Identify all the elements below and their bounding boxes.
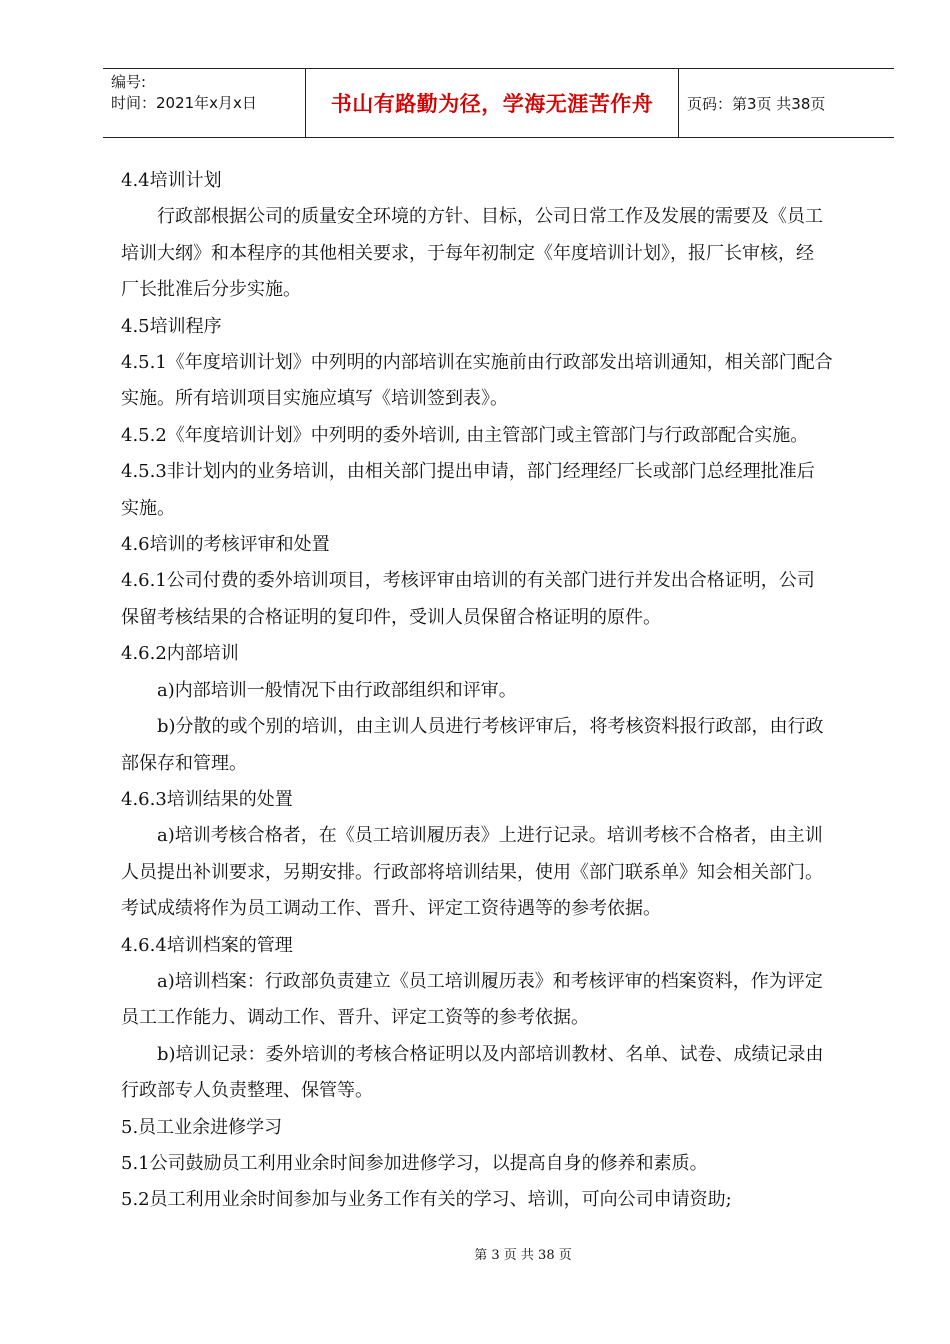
header-motto-cell: [305, 69, 679, 137]
paragraph-line: 实施。所有培训项目实施应填写《培训签到表》。: [121, 388, 508, 410]
motto-text: 书山有路勤为径，学海无涯苦作舟: [330, 92, 654, 116]
paragraph-line: a)培训考核合格者，在《员工培训履历表》上进行记录。培训考核不合格者，由主训: [157, 825, 823, 847]
paragraph-line: 考试成绩将作为员工调动工作、晋升、评定工资待遇等的参考依据。: [121, 898, 661, 920]
paragraph-line: a)内部培训一般情况下由行政部组织和评审。: [157, 679, 517, 701]
paragraph-line: 4.6.1公司付费的委外培训项目，考核评审由培训的有关部门进行并发出合格证明，公司: [121, 570, 815, 592]
page-header: [103, 68, 894, 138]
section-heading: 4.4培训计划: [121, 170, 222, 191]
time-label: 时间：2021年x月x日: [111, 94, 257, 112]
page-number-label: 页码：第3页 共38页: [687, 94, 826, 113]
section-heading: 4.5培训程序: [121, 315, 222, 337]
paragraph-line: b)分散的或个别的培训，由主训人员进行考核评审后，将考核资料报行政部，由行政: [157, 716, 824, 738]
document-body: [121, 163, 881, 1219]
footer-page-number: 第 3 页 共 38 页: [474, 1248, 572, 1263]
subsection-heading: 4.6.2内部培训: [121, 643, 239, 665]
paragraph-line: 4.5.3非计划内的业务培训，由相关部门提出申请，部门经理经厂长或部门总经理批准后: [121, 461, 815, 483]
paragraph-line: 5.2员工利用业余时间参加与业务工作有关的学习、培训，可向公司申请资助;: [121, 1189, 732, 1211]
paragraph-line: 人员提出补训要求，另期安排。行政部将培训结果，使用《部门联系单》知会相关部门。: [121, 861, 823, 883]
paragraph-line: a)培训档案：行政部负责建立《员工培训履历表》和考核评审的档案资料，作为评定: [157, 970, 823, 992]
paragraph-line: 保留考核结果的合格证明的复印件，受训人员保留合格证明的原件。: [121, 606, 661, 628]
paragraph-line: b)培训记录：委外培训的考核合格证明以及内部培训教材、名单、试卷、成绩记录由: [157, 1043, 824, 1065]
section-heading: 4.6培训的考核评审和处置: [121, 534, 330, 556]
paragraph-line: 4.5.2《年度培训计划》中列明的委外培训, 由主管部门或主管部门与行政部配合实施。: [121, 424, 809, 446]
section-heading: 5.员工业余进修学习: [121, 1116, 283, 1138]
paragraph-line: 员工工作能力、调动工作、晋升、评定工资等的参考依据。: [121, 1007, 589, 1029]
subsection-heading: 4.6.3培训结果的处置: [121, 788, 293, 810]
paragraph-line: 4.5.1《年度培训计划》中列明的内部培训在实施前由行政部发出培训通知，相关部门配合: [121, 352, 833, 374]
paragraph-line: 行政部根据公司的质量安全环境的方针、目标，公司日常工作及发展的需要及《员工: [157, 206, 823, 228]
code-label: 编号:: [111, 73, 147, 91]
paragraph-line: 行政部专人负责整理、保管等。: [121, 1080, 373, 1102]
paragraph-line: 厂长批准后分步实施。: [121, 279, 301, 301]
page-footer: [0, 1244, 950, 1263]
paragraph-line: 部保存和管理。: [121, 752, 247, 774]
subsection-heading: 4.6.4培训档案的管理: [121, 934, 293, 956]
paragraph-line: 培训大纲》和本程序的其他相关要求，于每年初制定《年度培训计划》，报厂长审核，经: [121, 242, 814, 264]
header-page-cell: [679, 69, 894, 137]
header-meta-cell: [103, 69, 305, 137]
paragraph-line: 实施。: [121, 497, 175, 519]
paragraph-line: 5.1公司鼓励员工利用业余时间参加进修学习，以提高自身的修养和素质。: [121, 1152, 708, 1174]
